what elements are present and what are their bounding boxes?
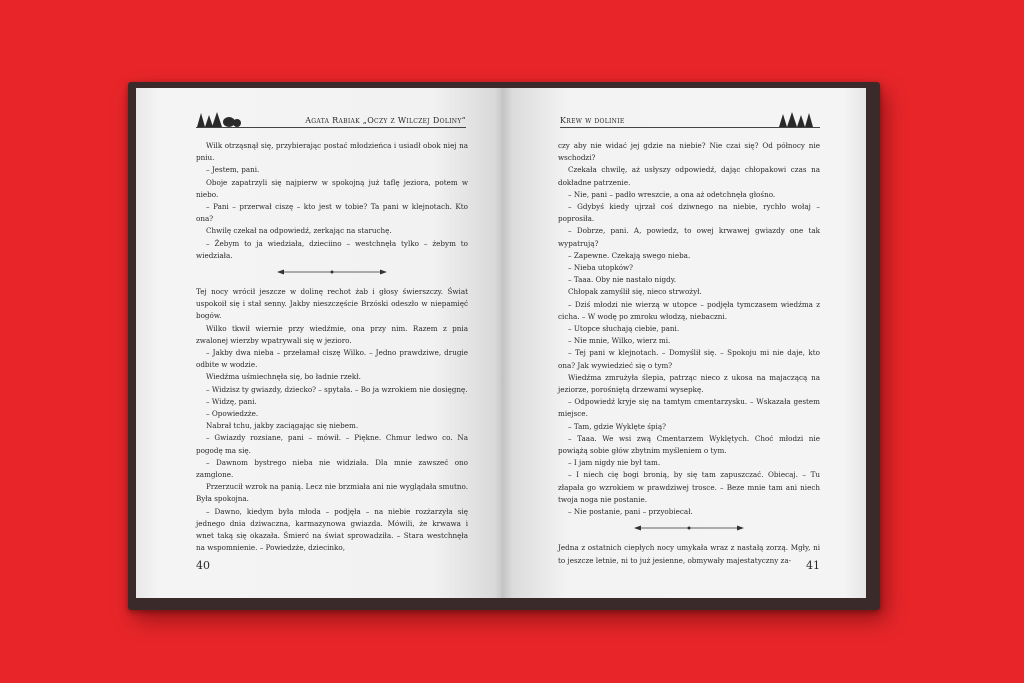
paragraph: – I niech cię bogi bronią, by się tam zapuszczać. Obiecaj. – Tu złapała go wzrokiem w prawdziwej trosce. – Beze mnie tam ani niech twoja noga nie postanie. <box>558 470 820 504</box>
paragraph: – Nieba utopków? <box>568 263 634 273</box>
paragraph: – Nie postanie, pani – przyobiecał. <box>568 507 693 517</box>
right-header-title: Krew w dolinie <box>560 116 625 125</box>
left-page <box>136 88 506 598</box>
paragraph: – Tej pani w klejnotach. – Domyślił się. – Spokoju mi nie daje, kto ona? Jak wywiedzieć się o tym? <box>558 348 820 370</box>
right-page <box>502 88 866 598</box>
page-number: 40 <box>196 559 210 572</box>
paragraph: Chwilę czekał na odpowiedź, zerkając na staruchę. <box>206 226 392 236</box>
paragraph: Czekała chwilę, aż usłyszy odpowiedź, dając chłopakowi czas na dokładne patrzenie. <box>558 165 820 187</box>
paragraph: – Widzisz ty gwiazdy, dziecko? – spytała. – Bo ja wzrokiem nie dosięgnę. <box>206 384 468 394</box>
paragraph: – Nie, pani – padło wreszcie, a ona aż odetchnęła głośno. <box>568 189 776 199</box>
right-running-header <box>560 110 820 128</box>
paragraph: – Dobrze, pani. A, powiedz, to owej krwawej gwiazdy one tak wypatrują? <box>558 226 820 248</box>
paragraph: – Taaa. We wsi zwą Cmentarzem Wyklętych. Choć młodzi nie powiążą sobie głów zbytnim myśleniem o tym. <box>558 433 820 456</box>
paragraph: Tej nocy wrócił jeszcze w dolinę rechot żab i głosy świerszczy. Świat uspokoił się i stał senny. Jakby nieszczęście Brzóski odeszło w niepamięć bogów. <box>196 287 468 321</box>
section-divider-ornament <box>196 262 468 286</box>
left-body-text <box>196 140 468 555</box>
paragraph: – Gdybyś kiedy ujrzał coś dziwnego na niebie, rychło wołaj – poprosiła. <box>558 202 820 224</box>
paragraph: Nabrał tchu, jakby zaciągając się niebem. <box>206 421 359 431</box>
paragraph: – Jestem, pani. <box>206 165 260 175</box>
left-running-header <box>196 110 466 128</box>
paragraph: – Dawno, kiedym była młoda – podjęła – na niebie rozżarzyła się jednego dnia dziwaczna, karmazynowa gwiazda. Mówili, że krwawa i wnet taką się okazała. Śmierć na świat sprowadziła. – Stara westchnęła na wspomnienie. – Powiedzże, dziecinko, <box>196 506 468 553</box>
paragraph: Oboje zapatrzyli się najpierw w spokojną już taflę jeziora, potem w niebo. <box>196 177 468 199</box>
paragraph: – I jam nigdy nie był tam. <box>568 458 661 468</box>
paragraph: – Zapewne. Czekają swego nieba. <box>568 250 691 260</box>
paragraph: Jedna z ostatnich ciepłych nocy umykała wraz z nastałą zorzą. Mgły, ni to jeszcze letnie, ni to już jesienne, obmywały majestatyczny za- <box>558 543 820 565</box>
left-header-title: Agata Rabiak „Oczy z Wilczej Doliny” <box>305 116 466 125</box>
paragraph: – Dziś młodzi nie wierzą w utopce – podjęła tymczasem wiedźma z cicha. – W wodę po zmroku włodzą, niebaczni. <box>558 299 820 321</box>
paragraph: – Jakby dwa nieba – przełamał ciszę Wilko. – Jedno prawdziwe, drugie odbite w wodzie. <box>196 348 468 370</box>
paragraph: – Pani – przerwał ciszę – kto jest w tobie? Ta pani w klejnotach. Kto ona? <box>196 202 468 224</box>
paragraph: – Nie mnie, Wilko, wierz mi. <box>568 336 671 346</box>
open-book <box>128 82 880 610</box>
right-body-text <box>558 140 820 567</box>
paragraph: – Gwiazdy rozsiane, pani – mówił. – Piękne. Chmur ledwo co. Na pogodę ma się. <box>196 433 468 455</box>
paragraph: Chłopak zamyślił się, nieco strwożył. <box>568 287 702 297</box>
page-number: 41 <box>806 559 820 572</box>
section-divider-ornament <box>558 518 820 542</box>
paragraph: – Widzę, pani. <box>206 396 257 406</box>
paragraph: – Tam, gdzie Wyklęte śpią? <box>568 421 666 431</box>
paragraph: Wilk otrząsnął się, przybierając postać młodzieńca i usiadł obok niej na pniu. <box>196 141 468 163</box>
paragraph: czy aby nie widać jej gdzie na niebie? Nie czai się? Od północy nie wschodzi? <box>558 141 820 163</box>
paragraph: Wiedźma uśmiechnęła się, bo ładnie rzekł. <box>206 372 361 382</box>
header-rule <box>196 127 466 128</box>
pine-trees-icon <box>196 112 242 128</box>
paragraph: – Opowiedzże. <box>206 409 259 419</box>
paragraph: – Utopce słuchają ciebie, pani. <box>568 324 680 334</box>
paragraph: – Dawnom bystrego nieba nie widziała. Dla mnie zawszeć ono zamglone. <box>196 457 468 480</box>
paragraph: – Odpowiedź kryje się na tamtym cmentarzysku. – Wskazała gestem miejsce. <box>558 397 820 419</box>
header-rule <box>560 127 820 128</box>
paragraph: Wiedźma zmrużyła ślepia, patrząc nieco z ukosa na majaczącą na jeziorze, porośniętą drzewami wysepkę. <box>558 372 820 395</box>
pine-trees-icon <box>778 112 814 128</box>
paragraph: – Żebym to ja wiedziała, dzieciino – westchnęła tylko – żebym to wiedziała. <box>196 238 468 260</box>
paragraph: Wilko tkwił wiernie przy wiedźmie, ona przy nim. Razem z pnia zwalonej wierzby wpatrywali się w jezioro. <box>196 323 468 345</box>
paragraph: – Taaa. Oby nie nastało nigdy. <box>568 275 677 285</box>
paragraph: Przerzucił wzrok na panią. Lecz nie brzmiała ani nie wyglądała smutno. Była spokojna. <box>196 482 468 504</box>
